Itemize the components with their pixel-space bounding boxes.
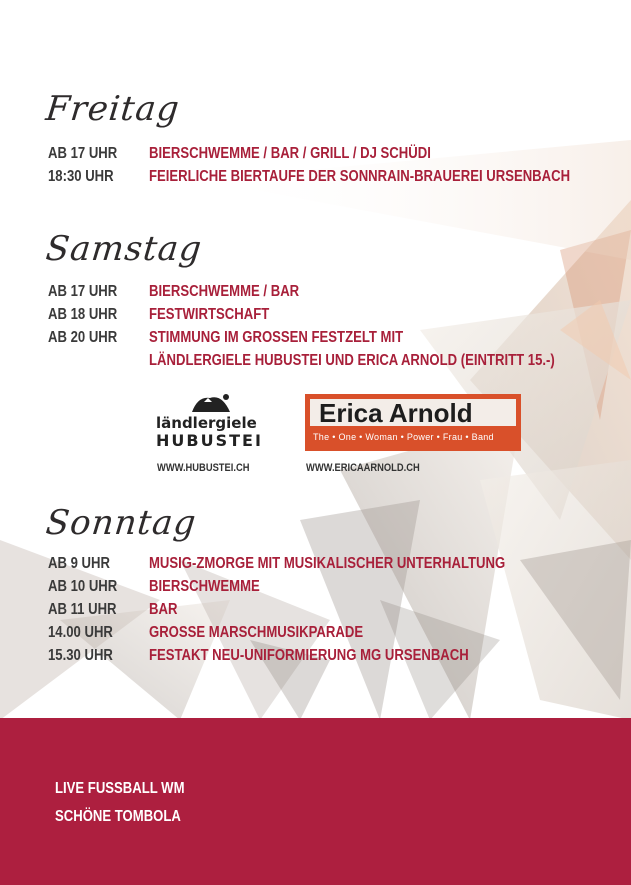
hubustei-logo-name: ländlergiele: [156, 414, 257, 432]
time-label: AB 11 UHR: [48, 601, 117, 618]
event-description: BIERSCHWEMME / BAR / GRILL / DJ SCHÜDI: [149, 145, 431, 162]
schedule-row: [48, 168, 631, 190]
time-label: 15.30 UHR: [48, 647, 113, 664]
event-description: FESTAKT NEU-UNIFORMIERUNG MG URSENBACH: [149, 647, 469, 664]
erica-url-link[interactable]: WWW.ERICAARNOLD.CH: [306, 462, 420, 474]
time-label: AB 18 UHR: [48, 306, 118, 323]
time-label: AB 10 UHR: [48, 578, 118, 595]
schedule-row: [48, 578, 284, 600]
schedule-row: [48, 329, 459, 351]
hubustei-logo: [150, 388, 263, 453]
day-title-sunday: Sonntag: [43, 503, 199, 543]
erica-arnold-logo: [305, 394, 521, 451]
schedule-row: [48, 145, 493, 167]
schedule-row: [48, 555, 583, 577]
event-description: MUSIG-ZMORGE MIT MUSIKALISCHER UNTERHALTUNG: [149, 555, 506, 572]
event-description: LÄNDLERGIELE HUBUSTEI UND ERICA ARNOLD (EINTRITT 15.-): [149, 352, 555, 369]
hubustei-url-link[interactable]: WWW.HUBUSTEI.CH: [157, 462, 250, 474]
event-description: FEIERLICHE BIERTAUFE DER SONNRAIN-BRAUEREI URSENBACH: [149, 168, 571, 185]
schedule-row: [48, 306, 296, 328]
day-title-friday: Freitag: [43, 89, 182, 129]
schedule-row: [48, 601, 184, 623]
time-label: AB 17 UHR: [48, 145, 118, 162]
time-label: 14.00 UHR: [48, 624, 113, 641]
footer-band: [0, 718, 631, 885]
hubustei-logo-sub: HUBUSTEI: [156, 431, 263, 450]
erica-logo-panel: [310, 399, 516, 426]
schedule-row: [48, 647, 539, 669]
day-title-saturday: Samstag: [43, 229, 205, 269]
event-description: FESTWIRTSCHAFT: [149, 306, 270, 323]
schedule-row: [48, 352, 631, 374]
time-label: AB 20 UHR: [48, 329, 118, 346]
time-label: 18:30 UHR: [48, 168, 114, 185]
footer-line: LIVE FUSSBALL WM: [55, 780, 185, 797]
schedule-row: [48, 624, 410, 646]
event-description: BIERSCHWEMME / BAR: [149, 283, 300, 300]
event-description: GROSSE MARSCHMUSIKPARADE: [149, 624, 364, 641]
schedule-row: [48, 283, 332, 305]
event-description: BIERSCHWEMME: [149, 578, 260, 595]
time-label: AB 9 UHR: [48, 555, 110, 572]
erica-logo-tagline: The • One • Woman • Power • Frau • Band: [313, 432, 494, 442]
time-label: [48, 352, 131, 374]
time-label: AB 17 UHR: [48, 283, 118, 300]
event-description: BAR: [149, 601, 178, 618]
erica-logo-name: Erica Arnold: [319, 398, 473, 428]
footer-line: SCHÖNE TOMBOLA: [55, 808, 181, 825]
event-description: STIMMUNG IM GROSSEN FESTZELT MIT: [149, 329, 404, 346]
